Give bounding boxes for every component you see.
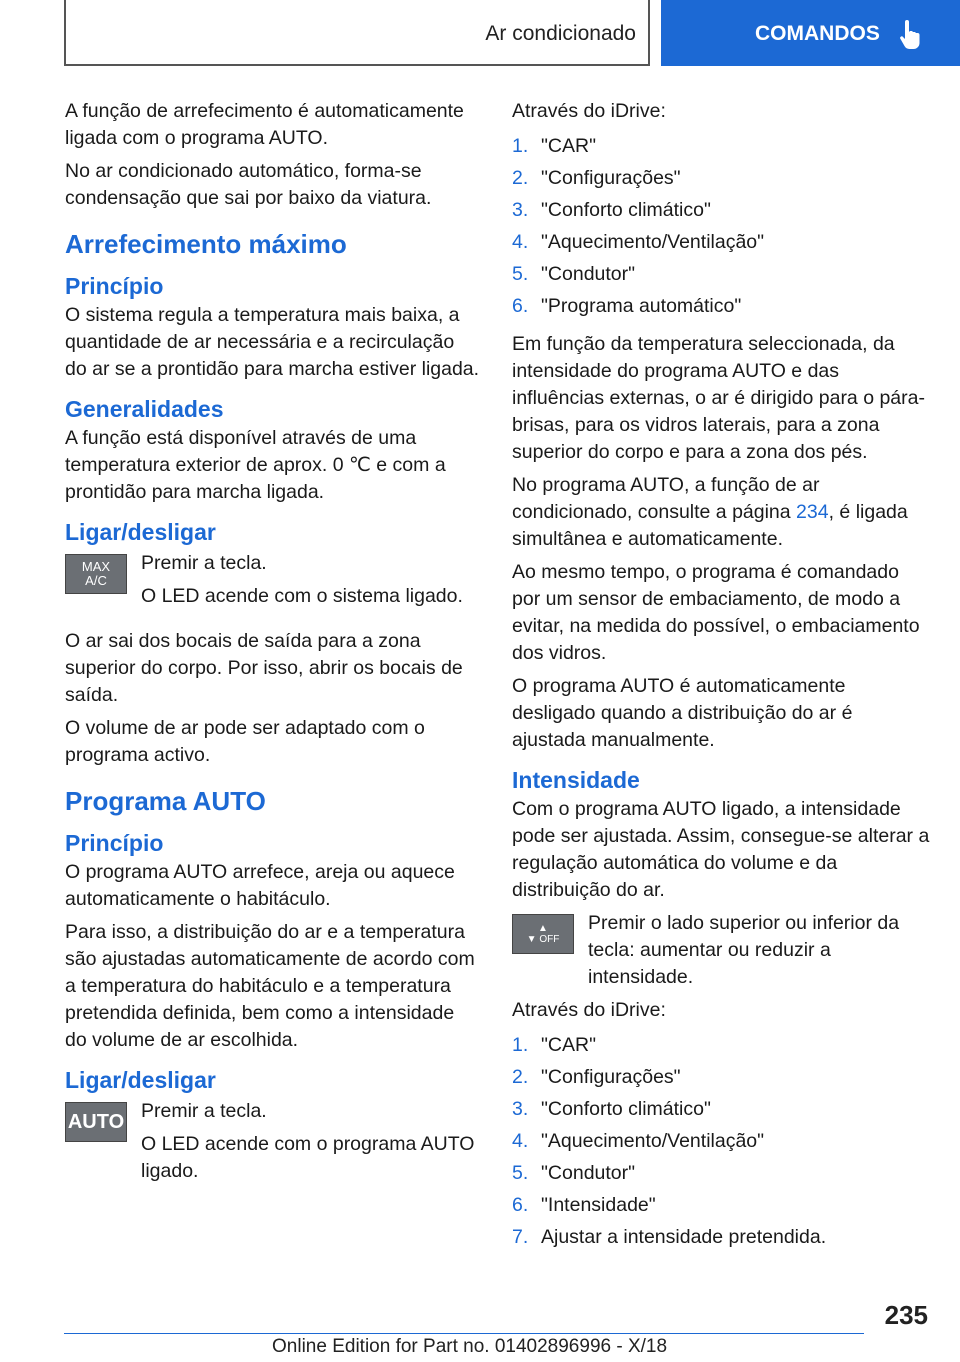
footer-text <box>272 1336 952 1358</box>
paragraph: Premir a tecla. <box>141 552 267 574</box>
right-column <box>512 98 930 1262</box>
paragraph: No programa AUTO, a função de ar condicionado, consulte a página 234, é ligada simultânea e automaticamente. <box>512 474 908 550</box>
maxac-instruction <box>65 550 480 622</box>
list-item: 1. "CAR" <box>512 1034 597 1056</box>
max-ac-button-icon: MAX A/C <box>65 554 127 594</box>
pointing-hand-icon <box>898 20 922 50</box>
heading-principle: Princípio <box>65 830 164 856</box>
list-item: 5. "Condutor" <box>512 263 636 285</box>
paragraph: Com o programa AUTO ligado, a intensidade pode ser ajustada. Assim, consegue-se alterar a regulação automática do volume e da distribuição do ar. <box>512 798 930 901</box>
paragraph: O programa AUTO arrefece, areja ou aquece automaticamente o habitáculo. <box>65 861 455 910</box>
paragraph: O ar sai dos bocais de saída para a zona superior do corpo. Por isso, abrir os bocais de saída. <box>65 630 463 706</box>
paragraph: A função está disponível através de uma temperatura exterior de aprox. 0 ℃ e com a prontidão para marcha ligada. <box>65 427 446 503</box>
paragraph: No ar condicionado automático, forma-se condensação que sai por baixo da viatura. <box>65 160 432 209</box>
chapter-tab[interactable] <box>661 0 960 66</box>
intensity-up-down-icon: ▲ ▼ OFF <box>512 914 574 954</box>
list-item: 4. "Aquecimento/Ventilação" <box>512 231 765 253</box>
paragraph: Para isso, a distribuição do ar e a temperatura são ajustadas automaticamente de acordo com a temperatura do habitáculo e a temperatura pretendida definida, bem como a intensidade do volume de ar escolhida. <box>65 921 475 1051</box>
auto-instruction <box>65 1098 480 1185</box>
paragraph: O LED acende com o sistema ligado. <box>141 585 463 607</box>
paragraph: Através do iDrive: <box>512 100 666 122</box>
paragraph: O volume de ar pode ser adaptado com o programa activo. <box>65 717 425 766</box>
list-item: 1. "CAR" <box>512 135 597 157</box>
paragraph: O LED acende com o programa AUTO ligado. <box>141 1133 475 1182</box>
list-item: 2. "Configurações" <box>512 167 681 189</box>
list-item: 3. "Conforto climático" <box>512 1098 711 1120</box>
heading-max-cooling: Arrefecimento máximo <box>65 229 347 259</box>
page-reference-link[interactable]: 234 <box>796 501 829 523</box>
list-item: 3. "Conforto climático" <box>512 199 711 221</box>
list-item: 6. "Programa automático" <box>512 295 742 317</box>
footer-divider <box>64 1333 864 1334</box>
paragraph: Premir o lado superior ou inferior da tecla: aumentar ou reduzir a intensidade. <box>588 912 900 988</box>
list-item: 6. "Intensidade" <box>512 1194 656 1216</box>
list-item: 7. Ajustar a intensidade pretendida. <box>512 1226 827 1248</box>
paragraph: Premir a tecla. <box>141 1100 267 1122</box>
paragraph: A função de arrefecimento é automaticamente ligada com o programa AUTO. <box>65 100 464 149</box>
paragraph: Através do iDrive: <box>512 999 666 1021</box>
paragraph: Ao mesmo tempo, o programa é comandado por um sensor de embaciamento, de modo a evitar, na medida do possível, o embaciamento dos vidros. <box>512 561 920 664</box>
left-column <box>65 98 480 1191</box>
paragraph: O sistema regula a temperatura mais baixa, a quantidade de ar necessária e a recirculação do ar se a prontidão para marcha estiver ligada. <box>65 304 480 380</box>
heading-principle: Princípio <box>65 273 164 299</box>
chapter-tab-label: COMANDOS <box>755 22 880 45</box>
heading-on-off: Ligar/desligar <box>65 519 216 545</box>
idrive-steps-list <box>512 133 930 325</box>
paragraph: Em função da temperatura seleccionada, da intensidade do programa AUTO e das influências externas, o ar é dirigido para o pára-brisas, para os vidros laterais, para a zona superior do corpo e para a zona dos pés. <box>512 333 925 463</box>
intensity-instruction <box>512 910 930 991</box>
list-item: 4. "Aquecimento/Ventilação" <box>512 1130 765 1152</box>
heading-general: Generalidades <box>65 396 224 422</box>
heading-auto-program: Programa AUTO <box>65 786 266 816</box>
idrive-steps-list <box>512 1032 930 1256</box>
heading-on-off: Ligar/desligar <box>65 1067 216 1093</box>
section-title: Ar condicionado <box>485 22 636 45</box>
list-item: 5. "Condutor" <box>512 1162 636 1184</box>
auto-button-icon: AUTO <box>65 1102 127 1142</box>
heading-intensity: Intensidade <box>512 767 640 793</box>
paragraph: O programa AUTO é automaticamente desligado quando a distribuição do ar é ajustada manualmente. <box>512 675 853 751</box>
edition-text: Online Edition for Part no. 01402896996 - X/18 <box>272 1336 668 1357</box>
list-item: 2. "Configurações" <box>512 1066 681 1088</box>
page-number: 235 <box>884 1300 928 1330</box>
